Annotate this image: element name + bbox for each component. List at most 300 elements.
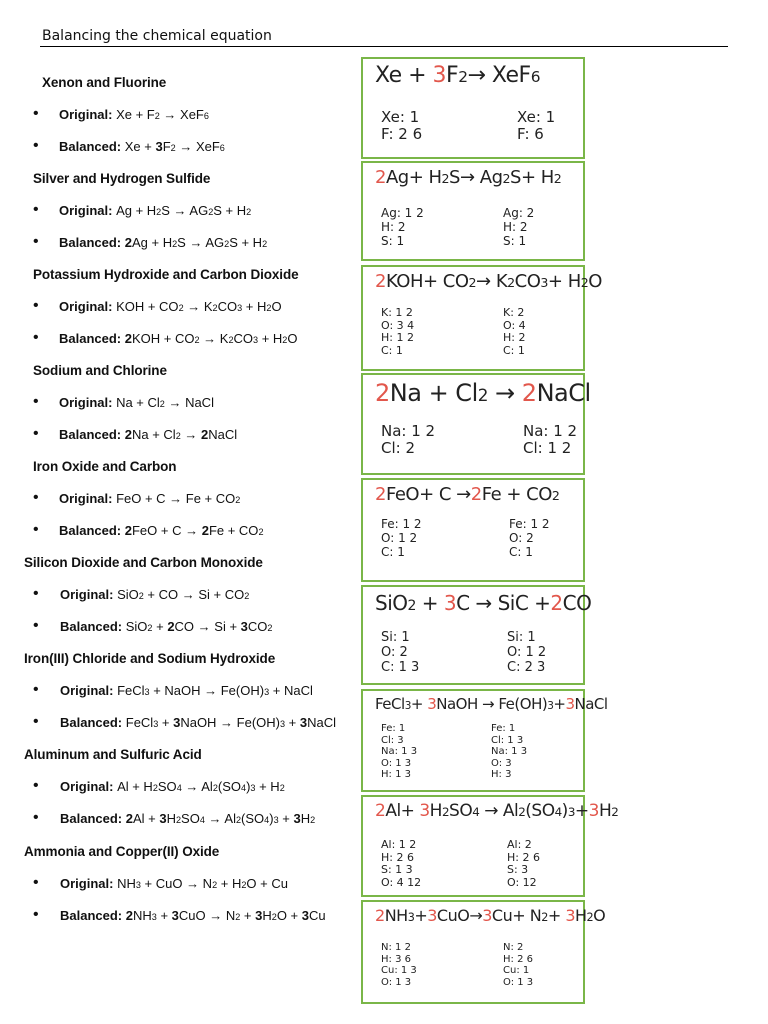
balanced-label: Balanced: [59, 235, 125, 250]
text-run: NaCl [574, 695, 608, 713]
coefficient-red: 2 [375, 484, 386, 505]
text-run: S → AG [177, 235, 225, 250]
coefficient: 3 [240, 619, 248, 634]
text-run: + NaCl [269, 683, 313, 698]
reactant-atom-counts: Xe: 1 F: 2 6 [381, 108, 423, 144]
text-run: S+ H [510, 167, 554, 188]
text-run: NaCl [208, 427, 238, 442]
subscript: 3 [144, 687, 150, 697]
text-run: CO [233, 331, 254, 346]
text-run: → Al [204, 811, 236, 826]
bullet: • [33, 585, 39, 602]
text-run: Ag+ H [385, 167, 442, 188]
subscript: 3 [404, 700, 411, 712]
subscript: 6 [530, 68, 540, 86]
text-run: + CO → Si + CO [143, 587, 245, 602]
product-atom-counts: Si: 1 O: 1 2 C: 2 3 [507, 630, 547, 675]
original-equation [59, 395, 214, 410]
text-run: + H [258, 331, 283, 346]
bullet: • [33, 329, 39, 346]
product-atom-counts: Fe: 1 Cl: 1 3 Na: 1 3 O: 3 H: 3 [491, 723, 528, 780]
balanced-equation [59, 139, 225, 154]
subscript: 2 [279, 783, 285, 793]
panel-equation [375, 167, 561, 188]
product-atom-counts: Xe: 1 F: 6 [517, 108, 556, 144]
coefficient-red: 3 [427, 906, 437, 925]
subscript: 2 [441, 805, 450, 819]
text-run: (SO [241, 811, 265, 826]
section-heading: Iron Oxide and Carbon [33, 459, 177, 474]
text-run: + CuO → N [140, 876, 213, 891]
original-label: Original: [59, 107, 117, 122]
reactant-atom-counts: Al: 1 2 H: 2 6 S: 1 3 O: 4 12 [381, 838, 422, 889]
original-equation [59, 107, 209, 122]
balanced-equation [59, 427, 237, 442]
text-run: NH [132, 908, 152, 923]
text-run: SO [157, 779, 177, 794]
balanced-label: Balanced: [59, 139, 125, 154]
text-run: Ag + H [116, 203, 157, 218]
text-run: F [446, 63, 459, 88]
text-run: + H [255, 779, 280, 794]
text-run: + [152, 619, 168, 634]
product-atom-counts: K: 2 O: 4 H: 2 C: 1 [503, 306, 526, 357]
balanced-label: Balanced: [60, 715, 126, 730]
coefficient: 3 [301, 908, 309, 923]
subscript: 2 [477, 385, 488, 405]
subscript: 2 [228, 335, 234, 345]
panel-equation [375, 591, 591, 615]
subscript: 2 [212, 783, 218, 793]
panel-equation [375, 484, 559, 505]
coefficient: 2 [124, 331, 132, 346]
handwritten-panel [361, 585, 592, 685]
balanced-label: Balanced: [60, 619, 126, 634]
section-heading: Ammonia and Copper(II) Oxide [24, 844, 220, 859]
section-heading: Xenon and Fluorine [42, 75, 167, 90]
subscript: 2 [224, 239, 230, 249]
handwritten-panel [361, 795, 619, 897]
product-atom-counts: Fe: 1 2 O: 2 C: 1 [509, 517, 550, 559]
text-run: + H [547, 271, 581, 292]
subscript: 3 [151, 912, 157, 922]
text-run: H [575, 906, 587, 925]
text-run: → K [183, 299, 213, 314]
text-run: → [180, 427, 201, 442]
handwritten-panel [361, 689, 608, 792]
subscript: 2 [580, 275, 589, 290]
original-equation [59, 491, 240, 506]
subscript: 2 [441, 171, 450, 186]
text-run: + [415, 591, 444, 615]
balanced-label: Balanced: [59, 427, 125, 442]
text-run: Na + Cl [131, 427, 176, 442]
subscript: 3 [135, 880, 141, 890]
bullet: • [33, 105, 39, 122]
text-run: → XeF [175, 139, 220, 154]
subscript: 2 [175, 815, 182, 825]
subscript: 3 [264, 687, 270, 697]
text-run: + [240, 908, 256, 923]
panel-equation [375, 801, 618, 821]
subscript: 2 [611, 805, 619, 819]
text-run: SiO [125, 619, 148, 634]
handwritten-panel [361, 161, 585, 261]
text-run: Cu+ N [491, 906, 542, 925]
text-run: SiO [375, 591, 408, 615]
text-run: FeCl [125, 715, 154, 730]
text-run: FeCl [117, 683, 145, 698]
text-run: S→ Ag [449, 167, 503, 188]
subscript: 3 [153, 719, 159, 729]
text-run: + [285, 715, 300, 730]
text-run: → XeF [467, 63, 531, 88]
panel-equation [375, 379, 591, 407]
reactant-atom-counts: Na: 1 2 Cl: 2 [381, 422, 436, 458]
original-equation [60, 876, 288, 891]
subscript: 2 [170, 143, 176, 153]
text-run: H [166, 811, 176, 826]
text-run: + [553, 695, 566, 713]
text-run: NaOH → Fe(OH) [180, 715, 280, 730]
coefficient: 3 [155, 139, 163, 154]
text-run: → K [476, 271, 508, 292]
text-run: → K [199, 331, 229, 346]
text-run: CO [514, 271, 541, 292]
bullet: • [33, 617, 39, 634]
coefficient: 2 [201, 523, 209, 538]
subscript: 2 [175, 431, 181, 441]
text-run: FeCl [375, 695, 405, 713]
handwritten-panel [361, 478, 585, 582]
original-equation [59, 203, 251, 218]
text-run: CuO → N [178, 908, 236, 923]
subscript: 2 [468, 275, 477, 290]
subscript: 2 [507, 275, 515, 290]
text-run: FeO+ C → [385, 484, 471, 505]
panel-equation [375, 271, 602, 292]
bullet: • [33, 297, 39, 314]
reactant-atom-counts: Fe: 1 Cl: 3 Na: 1 3 O: 1 3 H: 1 3 [381, 723, 418, 780]
product-atom-counts: Ag: 2 H: 2 S: 1 [503, 206, 535, 248]
text-run: H [262, 908, 272, 923]
bullet: • [33, 201, 39, 218]
text-run: (SO [525, 801, 555, 821]
text-run: Xe + F [116, 107, 155, 122]
text-run: Al + H [117, 779, 153, 794]
section-heading: Potassium Hydroxide and Carbon Dioxide [33, 267, 299, 282]
subscript: 2 [310, 815, 316, 825]
balanced-equation [60, 811, 315, 826]
text-run: + [547, 906, 566, 925]
text-run: → NaCl [164, 395, 214, 410]
subscript: 2 [212, 303, 218, 313]
coefficient-red: 2 [470, 484, 482, 505]
section-heading: Silver and Hydrogen Sulfide [33, 171, 211, 186]
section-heading: Sodium and Chlorine [33, 363, 167, 378]
subscript: 3 [547, 700, 554, 712]
reactant-atom-counts: K: 1 2 O: 3 4 H: 1 2 C: 1 [381, 306, 415, 357]
text-run: + [410, 695, 428, 713]
text-run: S + H [229, 235, 263, 250]
coefficient-red: 3 [427, 695, 437, 713]
subscript: 2 [551, 488, 560, 503]
coefficient: 3 [173, 715, 181, 730]
subscript: 2 [266, 303, 272, 313]
text-run: CO → Si + [174, 619, 241, 634]
panel-equation [375, 63, 540, 88]
balanced-equation [59, 235, 267, 250]
original-label: Original: [59, 395, 117, 410]
title-divider [40, 46, 728, 47]
coefficient-red: 3 [565, 906, 575, 925]
text-run: O [287, 331, 298, 346]
text-run: Ag + H [131, 235, 173, 250]
coefficient-red: 3 [443, 591, 457, 615]
original-label: Original: [59, 203, 117, 218]
subscript: 3 [253, 335, 259, 345]
text-run: H [300, 811, 311, 826]
coefficient-red: 3 [588, 801, 599, 821]
subscript: 2 [271, 912, 277, 922]
text-run: ) [246, 779, 251, 794]
section-heading: Silicon Dioxide and Carbon Monoxide [24, 555, 263, 570]
text-run: H [429, 801, 442, 821]
original-label: Original: [59, 299, 117, 314]
coefficient-red: 2 [521, 379, 537, 407]
text-run: + [278, 811, 294, 826]
panel-equation [375, 695, 608, 713]
text-run: KOH+ CO [385, 271, 469, 292]
text-run: Al + [132, 811, 160, 826]
text-run: S → AG [161, 203, 209, 218]
subscript: 2 [212, 880, 218, 890]
bullet: • [33, 521, 39, 538]
text-run: FeO + C → Fe + CO [116, 491, 236, 506]
text-run: O + [276, 908, 302, 923]
text-run: KOH + CO [131, 331, 195, 346]
subscript: 2 [258, 527, 264, 537]
subscript: 6 [203, 111, 209, 121]
balanced-equation [59, 523, 264, 538]
bullet: • [33, 393, 39, 410]
text-run: → XeF [159, 107, 204, 122]
text-run: → [487, 379, 522, 407]
subscript: 2 [458, 68, 468, 86]
balanced-label: Balanced: [59, 331, 125, 346]
coefficient: 2 [124, 427, 132, 442]
text-run: NH [384, 906, 408, 925]
coefficient: 2 [124, 235, 132, 250]
text-run: S + H [213, 203, 247, 218]
text-run: (SO [217, 779, 242, 794]
text-run: CuO→ [436, 906, 483, 925]
subscript: 2 [159, 399, 165, 409]
original-label: Original: [60, 779, 118, 794]
bullet: • [33, 906, 39, 923]
text-run: NH [117, 876, 136, 891]
text-run: C → SiC + [456, 591, 551, 615]
coefficient: 3 [159, 811, 167, 826]
coefficient: 3 [299, 715, 308, 730]
section-heading: Iron(III) Chloride and Sodium Hydroxide [24, 651, 276, 666]
coefficient: 2 [125, 908, 133, 923]
bullet: • [33, 425, 39, 442]
subscript: 2 [553, 171, 562, 186]
subscript: 2 [154, 111, 160, 121]
bullet: • [33, 489, 39, 506]
coefficient: 2 [201, 427, 209, 442]
text-run: Xe + [375, 63, 433, 88]
text-run: Fe + CO [481, 484, 552, 505]
coefficient: 3 [255, 908, 263, 923]
bullet: • [33, 874, 39, 891]
text-run: CO [217, 299, 238, 314]
text-run: O [588, 271, 602, 292]
coefficient-red: 3 [419, 801, 430, 821]
subscript: 2 [407, 598, 416, 614]
subscript: 2 [178, 303, 184, 313]
subscript: 2 [502, 171, 511, 186]
text-run: + [156, 908, 172, 923]
subscript: 3 [273, 815, 279, 825]
bullet: • [33, 137, 39, 154]
panel-equation [375, 906, 605, 925]
subscript: 4 [264, 815, 270, 825]
text-run: NaOH → Fe(OH) [436, 695, 548, 713]
subscript: 2 [152, 783, 158, 793]
subscript: 2 [518, 805, 526, 819]
handwritten-panel [361, 265, 602, 371]
subscript: 2 [586, 911, 594, 924]
coefficient-red: 2 [375, 379, 390, 407]
subscript: 2 [172, 239, 178, 249]
subscript: 2 [235, 815, 242, 825]
subscript: 4 [241, 783, 247, 793]
text-run: Al+ [385, 801, 420, 821]
coefficient: 2 [167, 619, 175, 634]
text-run: H [598, 801, 612, 821]
coefficient: 2 [124, 523, 132, 538]
balanced-equation [60, 715, 336, 730]
text-run: SiO [117, 587, 139, 602]
text-run: + H [242, 299, 267, 314]
balanced-equation [60, 619, 272, 634]
bullet: • [33, 233, 39, 250]
coefficient: 2 [125, 811, 133, 826]
subscript: 2 [282, 335, 288, 345]
handwritten-panel [361, 900, 606, 1004]
handwritten-panel [361, 373, 591, 475]
subscript: 2 [156, 207, 162, 217]
text-run: CO [562, 591, 592, 615]
text-run: → Al [479, 801, 519, 821]
original-equation [60, 587, 249, 602]
subscript: 2 [267, 623, 273, 633]
balanced-label: Balanced: [60, 908, 126, 923]
text-run: FeO + C → [131, 523, 202, 538]
coefficient-red: 2 [375, 801, 386, 821]
text-run: ) [269, 811, 274, 826]
subscript: 2 [244, 591, 250, 601]
subscript: 2 [235, 912, 241, 922]
text-run: + NaOH → Fe(OH) [149, 683, 265, 698]
subscript: 6 [219, 143, 225, 153]
section-heading: Aluminum and Sulfuric Acid [24, 747, 202, 762]
original-label: Original: [60, 587, 118, 602]
original-label: Original: [60, 683, 118, 698]
coefficient-red: 2 [375, 167, 386, 188]
text-run: NaCl [536, 379, 591, 407]
original-label: Original: [60, 876, 118, 891]
product-atom-counts: Al: 2 H: 2 6 S: 3 O: 12 [507, 838, 540, 889]
subscript: 4 [554, 805, 562, 819]
subscript: 2 [262, 239, 268, 249]
text-run: + H [217, 876, 242, 891]
balanced-label: Balanced: [60, 811, 126, 826]
subscript: 2 [541, 911, 548, 924]
subscript: 2 [194, 335, 200, 345]
balanced-label: Balanced: [59, 523, 125, 538]
text-run: Fe + CO [208, 523, 259, 538]
text-run: Cu [308, 908, 326, 923]
bullet: • [33, 777, 39, 794]
text-run: NaCl [307, 715, 337, 730]
text-run: + [158, 715, 174, 730]
coefficient: 3 [171, 908, 179, 923]
balanced-equation [60, 908, 326, 923]
bullet: • [33, 713, 39, 730]
reactant-atom-counts: Ag: 1 2 H: 2 S: 1 [381, 206, 424, 248]
subscript: 3 [250, 783, 256, 793]
coefficient-red: 2 [375, 271, 386, 292]
text-run: Xe + [124, 139, 156, 154]
coefficient-red: 3 [482, 906, 492, 925]
subscript: 3 [540, 275, 548, 290]
coefficient-red: 3 [565, 695, 575, 713]
subscript: 2 [208, 207, 214, 217]
text-run: O [271, 299, 282, 314]
text-run: + [574, 801, 589, 821]
balanced-equation [59, 331, 297, 346]
text-run: KOH + CO [116, 299, 179, 314]
original-label: Original: [59, 491, 117, 506]
reactant-atom-counts: Fe: 1 2 O: 1 2 C: 1 [381, 517, 422, 559]
reactant-atom-counts: Si: 1 O: 2 C: 1 3 [381, 630, 420, 675]
text-run: ) [561, 801, 568, 821]
subscript: 2 [235, 495, 241, 505]
coefficient-red: 2 [550, 591, 563, 615]
text-run: Na + Cl [389, 379, 478, 407]
text-run: SO [181, 811, 200, 826]
text-run: CO [247, 619, 268, 634]
product-atom-counts: N: 2 H: 2 6 Cu: 1 O: 1 3 [503, 942, 534, 988]
subscript: 2 [241, 880, 247, 890]
text-run: O + Cu [246, 876, 288, 891]
page-title: Balancing the chemical equation [42, 28, 272, 44]
subscript: 4 [176, 783, 182, 793]
original-equation [60, 779, 285, 794]
subscript: 3 [280, 719, 286, 729]
subscript: 2 [246, 207, 252, 217]
original-equation [60, 683, 313, 698]
bullet: • [33, 681, 39, 698]
reactant-atom-counts: N: 1 2 H: 3 6 Cu: 1 3 O: 1 3 [381, 942, 417, 988]
subscript: 4 [199, 815, 205, 825]
coefficient: 3 [293, 811, 301, 826]
subscript: 4 [472, 805, 480, 819]
text-run: + [414, 906, 428, 925]
